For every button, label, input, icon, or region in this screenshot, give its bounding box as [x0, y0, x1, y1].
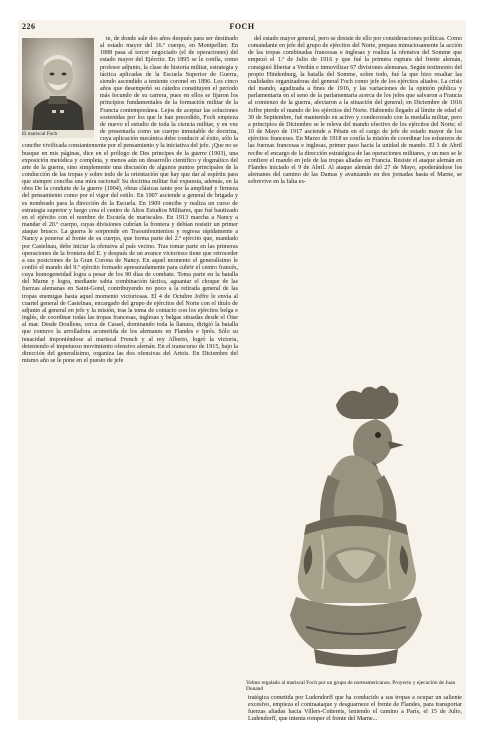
page-number: 226 [22, 22, 36, 31]
helmet-figure [266, 375, 446, 675]
right-column-bottom [248, 695, 462, 723]
helmet-caption: Yelmo regalado al mariscal Foch por un grupo de norteamericanos. Proyecto y ejecución de Juan Dunand [246, 680, 456, 693]
right-column-bottom-text: tratégica cometida por Ludendorff que ha conducido a sus tropas a ocupar un saliente excesivo, empieza el contraataque y desguarnece el frente de Flandes, para transportar fuerzas aliadas hacia Villers-Cotterets, teniendo el camino a París, el 15 de Julio, Ludendorff, que intenta romper el frente del Marne... [248, 695, 462, 723]
helmet-image [266, 375, 446, 675]
document-page [18, 20, 466, 723]
left-column [22, 36, 238, 718]
portrait-caption: El mariscal Foch [22, 131, 58, 137]
right-column-text: del estado mayor general, pero se desiste de ello por consideraciones políticas. Como comandante en jefe del grupo de ejércitos del Norte, prepara minuciosamente la acción de las tropas combinadas francesas e inglesas y realiza la ofensiva del Somme que empezó el 1.º de Julio de 1916 y que fué la primera ruptura del frente alemán, consiguió libertar a Verdún e inmovilizar 67 divisiones alemanas. Según testimonio del propio Hindenburg, la batalla del Somme, sobre todo, fué la que hizo resaltar las cualidades organizadoras del general Foch como jefe de los ejércitos aliados. La crisis del mando, agudizada a fines de 1916, y las variaciones de la opinión pública y parlamentaria en el seno de la parlamentaria acerca de los jefes que salvaron a Francia al comienzo de la guerra, afectaron a la situación del general; en Diciembre de 1916 Joffre pierde el mando de los ejércitos del Norte. Habiendo llegado al límite de edad el 30 de Septiembre, fué mantenido en activo y condecorado con la medalla militar, pero a principios de Diciembre se le releva del mando efectivo de los ejércitos del Norte; el 10 de Mayo de 1917 asciende a Pétain en el cargo de jefe de estado mayor de los ejércitos franceses. En Marzo de 1918 se confía la misión de coordinar los esfuerzos de las fuerzas francesas e inglesas, primer paso hacia la unidad de mando. El 3 de Abril recibe el encargo de la dirección estratégica de las operaciones militares, y un mes se le confiere el mando en jefe de las tropas aliadas en Francia. Resiste el ataque alemán en Flandes iniciado el 9 de Abril. Al ataque alemán del 27 de Mayo, apoderándose los alemanes del camino de las Damas y avanzando en dos jornadas hasta el Marne, se sobrevive en la falta es- [248, 36, 462, 186]
page-header [18, 20, 466, 36]
running-head: FOCH [229, 22, 255, 31]
portrait-image [22, 38, 94, 130]
right-column-top [248, 36, 462, 374]
left-column-text: te, de donde sale dos años después para ser destinado al estado mayor del 16.º cuerpo, en Montpellier. En 1888 pasa al tercer negociado (el de operaciones) del estado mayor del Ejército. En 1895 se le confía, como profesor adjunto, la clase de historia militar, estrategia y táctica aplicadas de la Escuela Superior de Guerra, siendo ascendido a teniente coronel en 1896. Los cinco años que desempeñó su cátedra constituyen el período más fecundo de su carrera, pues en ellos se fijaron los principios fundamentales de la formación militar de la Francia contemporánea. Lejos de aceptar las soluciones sostenidas por los que le han precedido, Foch empieza de nuevo el estudio de toda la ciencia militar, y en vez de presentarla como un cuerpo inmutable de doctrina, cuya aplicación mecánica debe conducir al éxito, sólo la concibe vivificada constantemente por el pensamiento y la iniciativa del jefe. ¡Que no se busque en mis páginas, dice en el prólogo de Des principes de la guerre (1903), una exposición metódica y completa, y menos aún un desarrollo científico y dogmático del arte de la guerra, sino simplemente una discusión de algunos puntos principales de la conducción de las tropas y sobre todo de la orientación que hay que dar al espíritu para que siempre conciba una mira racional! Su doctrina militar fué expuesta, además, en la obra De la conduite de la guerre (1904), obras clásicas tanto por la amplitud y firmeza del pensamiento como por el vigor del estilo. En 1907 asciende a general de brigada y es nombrado para la dirección de la Escuela. En 1909 concibe y realiza un curso de estrategia superior y luego crea el centro de Altos Estudios Militares, que fué bautizado en el ejército con el nombre de Escuela de mariscales. En 1913 marcha a Nancy a mandar el 20.º cuerpo, cuyas divisiones cubrían la frontera y debían resistir un primer ataque brusco. La guerra le sorprende en Traounfeunteniou y regresa rápidamente a Nancy a ponerse al frente de su cuerpo, que forma parte del 2.º ejército que, mandado por Castelnau, debe iniciar la ofensiva al país vecino. Tras tomar parte en las primeras operaciones de la frontera del E. y después de un avance victorioso tiene que retroceder a sus posiciones de la Gran Corona de Nancy. En aquel momento el generalísimo le confió el mando del 9.º ejército formado apresuradamente para cubrir el centro francés, cuya homogeneidad logra a pesar de los 90 días de combate. Toma parte en la batalla del Marne y logra, mediante sabia combinación táctica, aguantar el choque de las fuerzas alemanas en Saint-Gond, contribuyendo no poco a la retirada general de las tropas enemigas hasta aquel momento victoriosas. El 4 de Octubre Joffre le envía al cuartel general de Castelnau, encargado del grupo de ejércitos del Norte con el título de adjunto al general en jefe y la misión, tras la toma de contacto con los ejércitos belga e inglés, de coordinar todas las tropas francesas, inglesas y belgas situadas desde el Oise al mar. Desde Doullens, cerca de Cassel, dominando toda la llanura, dirigió la batalla que contuvo la arrolladora acometida de los alemanes en Flandes e Iprés. Sólo su tenacidad imponiéndose al mariscal French y al rey Alberto, logró la victoria, deteniendo el impetuoso movimiento ofensivo alemán. En el transcurso de 1915, bajo la dirección del generalísimo, organiza las dos ofensivas del Artois. En Diciembre del mismo año se le pone en el puesto de jefe [22, 36, 238, 365]
portrait-figure [22, 38, 94, 138]
